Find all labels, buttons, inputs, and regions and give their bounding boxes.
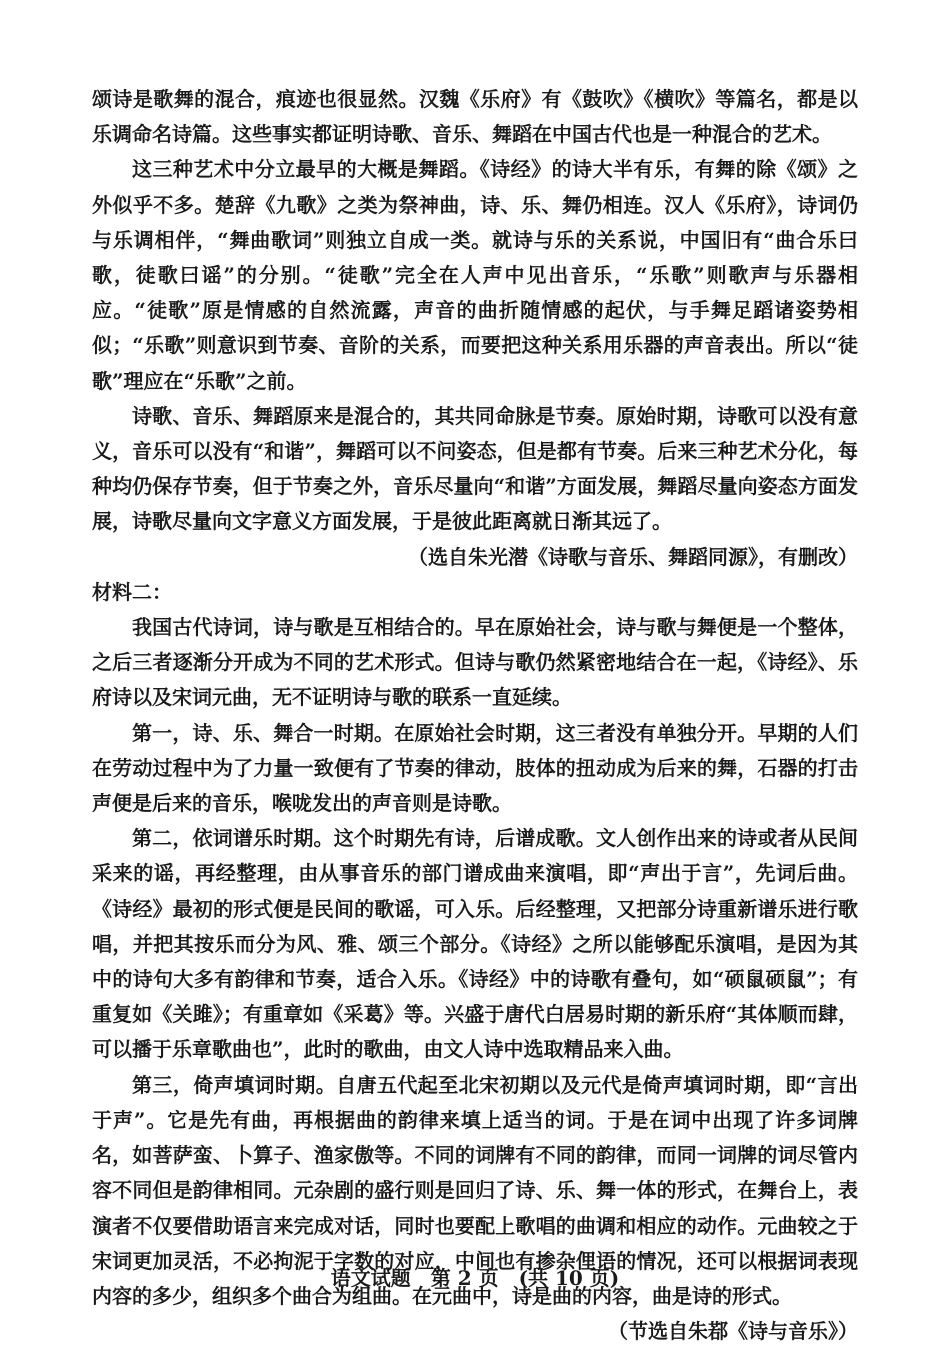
material2-paragraph: 第二，依词谱乐时期。这个时期先有诗，后谱成歌。文人创作出来的诗或者从民间采来的谣，再经整理，由从事音乐的部门谱成曲来演唱，即“声出于言”，先词后曲。《诗经》最初的形式便是民间的歌谣，可入乐。后经整理，又把部分诗重新谱乐进行歌唱，并把其按乐而分为风、雅、颂三个部分。《诗经》之所以能够配乐演唱，是因为其中的诗句大多有韵律和节奏，适合入乐。《诗经》中的诗歌有叠句，如“硕鼠硕鼠”；有重复如《关雎》；有重章如《采葛》等。兴盛于唐代白居易时期的新乐府“其体顺而肆，可以播于乐章歌曲也”，此时的歌曲，由文人诗中选取精品来入曲。	[92, 826, 858, 1062]
material1-paragraph: 这三种艺术中分立最早的大概是舞蹈。《诗经》的诗大半有乐，有舞的除《颂》之外似乎不多。楚辞《九歌》之类为祭神曲，诗、乐、舞仍相连。汉人《乐府》，诗词仍与乐调相伴，“舞曲歌词”则独立自成一类。就诗与乐的关系说，中国旧有“曲合乐曰歌，徒歌曰谣”的分别。“徒歌”完全在人声中见出音乐，“乐歌”则歌声与乐器相应。“徒歌”原是情感的自然流露，声音的曲折随情感的起伏，与手舞足蹈诸姿势相似；“乐歌”则意识到节奏、音阶的关系，而要把这种关系用乐器的声音表出。所以“徒歌”理应在“乐歌”之前。	[92, 157, 858, 393]
material1-paragraph: 颂诗是歌舞的混合，痕迹也很显然。汉魏《乐府》有《鼓吹》《横吹》等篇名，都是以乐调命名诗篇。这些事实都证明诗歌、音乐、舞蹈在中国古代也是一种混合的艺术。	[92, 87, 858, 147]
page-body	[92, 82, 858, 1349]
material1-source: （选自朱光潜《诗歌与音乐、舞蹈同源》，有删改）	[408, 544, 858, 569]
material2-paragraph: 第一，诗、乐、舞合一时期。在原始社会时期，这三者没有单独分开。早期的人们在劳动过程中为了力量一致便有了节奏的律动，肢体的扭动成为后来的舞，石器的打击声便是后来的音乐，喉咙发出的声音则是诗歌。	[92, 720, 858, 816]
material2-paragraph: 我国古代诗词，诗与歌是互相结合的。早在原始社会，诗与歌与舞便是一个整体，之后三者逐渐分开成为不同的艺术形式。但诗与歌仍然紧密地结合在一起，《诗经》、乐府诗以及宋词元曲，无不证明诗与歌的联系一直延续。	[92, 615, 858, 710]
material2-source: （节选自朱鄀《诗与音乐》）	[608, 1319, 858, 1344]
page-footer: 语文试题 第 2 页 (共 10 页)	[330, 1266, 620, 1290]
material2-paragraph: 第三，倚声填词时期。自唐五代起至北宋初期以及元代是倚声填词时期，即“言出于声”。它是先有曲，再根据曲的韵律来填上适当的词。于是在词中出现了许多词牌名，如菩萨蛮、卜算子、渔家傲等。不同的词牌有不同的韵律，而同一词牌的词尽管内容不同但是韵律相同。元杂剧的盛行则是回归了诗、乐、舞一体的形式，在舞台上，表演者不仅要借助语言来完成对话，同时也要配上歌唱的曲调和相应的动作。元曲较之于宋词更加灵活，不必拘泥于字数的对应，中间也有掺杂俚语的情况，还可以根据词表现内容的多少，组织多个曲合为组曲。在元曲中，诗是曲的内容，曲是诗的形式。	[92, 1072, 858, 1308]
material1-paragraph: 诗歌、音乐、舞蹈原来是混合的，其共同命脉是节奏。原始时期，诗歌可以没有意义，音乐可以没有“和谐”，舞蹈可以不问姿态，但是都有节奏。后来三种艺术分化，每种均仍保存节奏，但于节奏之外，音乐尽量向“和谐”方面发展，舞蹈尽量向姿态方面发展，诗歌尽量向文字意义方面发展，于是彼此距离就日渐其远了。	[92, 403, 858, 534]
material2-heading: 材料二：	[92, 579, 172, 604]
